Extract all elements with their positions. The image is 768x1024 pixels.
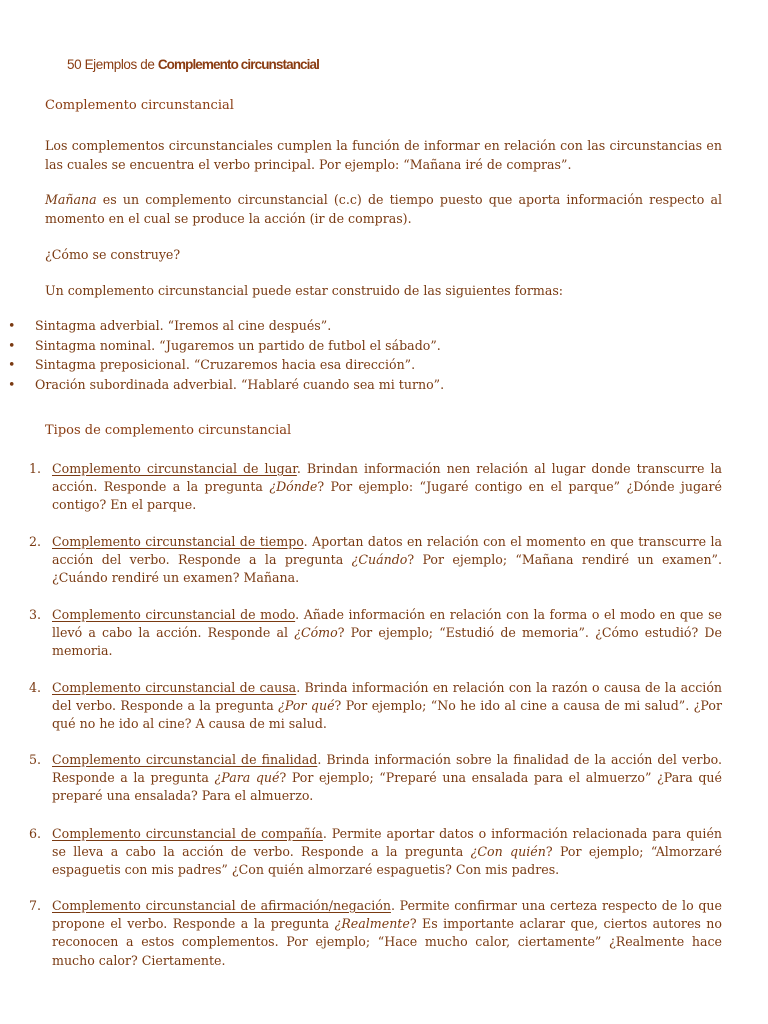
item-question: ¿Cómo <box>294 625 338 641</box>
item-question: ¿Con quién <box>470 844 546 860</box>
numbered-item <box>29 606 722 661</box>
item-text-end: ? Por ejemplo; “No he ido al cine a causa de mi salud”. ¿Por qué no he ido al cine? A causa de mi salud. <box>52 698 722 732</box>
item-body <box>52 606 722 661</box>
bullet-icon: • <box>8 376 16 392</box>
item-number: 6. <box>29 826 42 841</box>
heading-emphasis: Complemento circunstancial <box>157 57 319 72</box>
numbered-item <box>29 460 722 515</box>
item-text-end: ? Por ejemplo; “Estudió de memoria”. ¿Cómo estudió? De memoria. <box>52 625 722 659</box>
list-item-text: Sintagma nominal. “Jugaremos un partido de futbol el sábado”. <box>35 337 441 353</box>
item-body <box>52 751 722 806</box>
item-text-end: ? Es importante aclarar que, ciertos autores no reconocen a estos complementos. Por ejemplo; “Hace mucho calor, ciertamente” ¿Realmente hace mucho calor? Ciertamente. <box>52 916 722 968</box>
example-paragraph <box>45 190 722 228</box>
item-lead: Complemento circunstancial de lugar <box>52 461 297 476</box>
item-text-end: ? Por ejemplo: “Jugaré contigo en el parque” ¿Dónde jugaré contigo? En el parque. <box>52 479 722 513</box>
item-lead: Complemento circunstancial de afirmación/negación <box>52 898 391 913</box>
bullet-icon: • <box>8 357 16 372</box>
item-lead: Complemento circunstancial de compañía <box>52 826 323 841</box>
item-number: 5. <box>29 752 42 767</box>
numbered-item <box>29 751 722 806</box>
item-body <box>52 460 722 515</box>
list-item-text: Oración subordinada adverbial. “Hablaré cuando sea mi turno”. <box>35 376 445 392</box>
bullet-icon: • <box>8 337 16 353</box>
example-word: Mañana <box>45 192 97 207</box>
item-number: 2. <box>29 534 42 549</box>
construction-list <box>0 316 444 394</box>
example-explanation: es un complemento circunstancial (c.c) de tiempo puesto que aporta información respecto al momento en el cual se produce la acción (ir de compras). <box>45 192 722 226</box>
item-text: . Aportan datos en relación con el momento en que transcurre la acción del verbo. Responde a la pregunta <box>52 534 722 568</box>
item-number: 1. <box>29 461 42 476</box>
item-question: ¿Por qué <box>278 698 335 714</box>
item-text: . Permite aportar datos o información relacionada para quién se lleva a cabo la acción de verbo. Responde a la pregunta <box>52 826 723 860</box>
numbered-item <box>29 897 722 970</box>
item-body <box>52 533 722 588</box>
numbered-item <box>29 825 722 880</box>
item-lead: Complemento circunstancial de tiempo <box>52 534 304 549</box>
list-item <box>0 355 444 375</box>
intro-paragraph: Los complementos circunstanciales cumplen la función de informar en relación con las circunstancias en las cuales se encuentra el verbo principal. Por ejemplo: “Mañana iré de compras”. <box>45 138 722 172</box>
item-body <box>52 825 722 880</box>
item-text: . Añade información en relación con la forma o el modo en que se llevó a cabo la acción. Responde al <box>52 607 722 641</box>
item-text: . Brindan información nen relación al lugar donde transcurre la acción. Responde a la pregunta <box>52 461 723 495</box>
list-item-text: Sintagma preposicional. “Cruzaremos hacia esa dirección”. <box>35 357 416 372</box>
item-question: ¿Para qué <box>214 770 280 786</box>
item-lead: Complemento circunstancial de causa <box>52 680 297 695</box>
page-heading <box>67 57 319 72</box>
construction-question: ¿Cómo se construye? <box>45 247 181 262</box>
item-number: 7. <box>29 898 42 913</box>
item-text-end: ? Por ejemplo; “Preparé una ensalada para el almuerzo” ¿Para qué preparé una ensalada? Para el almuerzo. <box>52 770 722 804</box>
list-item <box>0 375 444 395</box>
heading-prefix: 50 Ejemplos de <box>67 57 158 72</box>
item-question: ¿Cuándo <box>351 552 408 568</box>
item-body <box>52 897 722 970</box>
item-number: 3. <box>29 607 42 622</box>
item-number: 4. <box>29 680 42 695</box>
item-text: . Brinda información sobre la finalidad de la acción del verbo. Responde a la pregunta <box>52 752 722 786</box>
numbered-item <box>29 679 722 734</box>
bullet-icon: • <box>8 318 16 333</box>
list-item <box>0 336 444 356</box>
item-text-end: ? Por ejemplo; “Almorzaré espaguetis con mis padres” ¿Con quién almorzaré espaguetis? Con mis padres. <box>52 844 722 878</box>
item-question: ¿Dónde <box>269 479 318 495</box>
section-title: Complemento circunstancial <box>45 98 234 113</box>
item-body <box>52 679 722 734</box>
item-text: . Brinda información en relación con la razón o causa de la acción del verbo. Responde a la pregunta <box>52 680 723 714</box>
item-question: ¿Realmente <box>334 916 410 932</box>
item-text: . Permite confirmar una certeza respecto de lo que propone el verbo. Responde a la pregunta <box>52 898 722 932</box>
construction-intro: Un complemento circunstancial puede estar construido de las siguientes formas: <box>45 283 564 298</box>
item-lead: Complemento circunstancial de modo <box>52 607 296 622</box>
list-item <box>0 316 444 336</box>
item-lead: Complemento circunstancial de finalidad <box>52 752 318 767</box>
numbered-item <box>29 533 722 588</box>
list-item-text: Sintagma adverbial. “Iremos al cine después”. <box>35 318 332 333</box>
types-section-title: Tipos de complemento circunstancial <box>45 423 292 438</box>
item-text-end: ? Por ejemplo; “Mañana rendiré un examen”. ¿Cuándo rendiré un examen? Mañana. <box>52 552 722 586</box>
